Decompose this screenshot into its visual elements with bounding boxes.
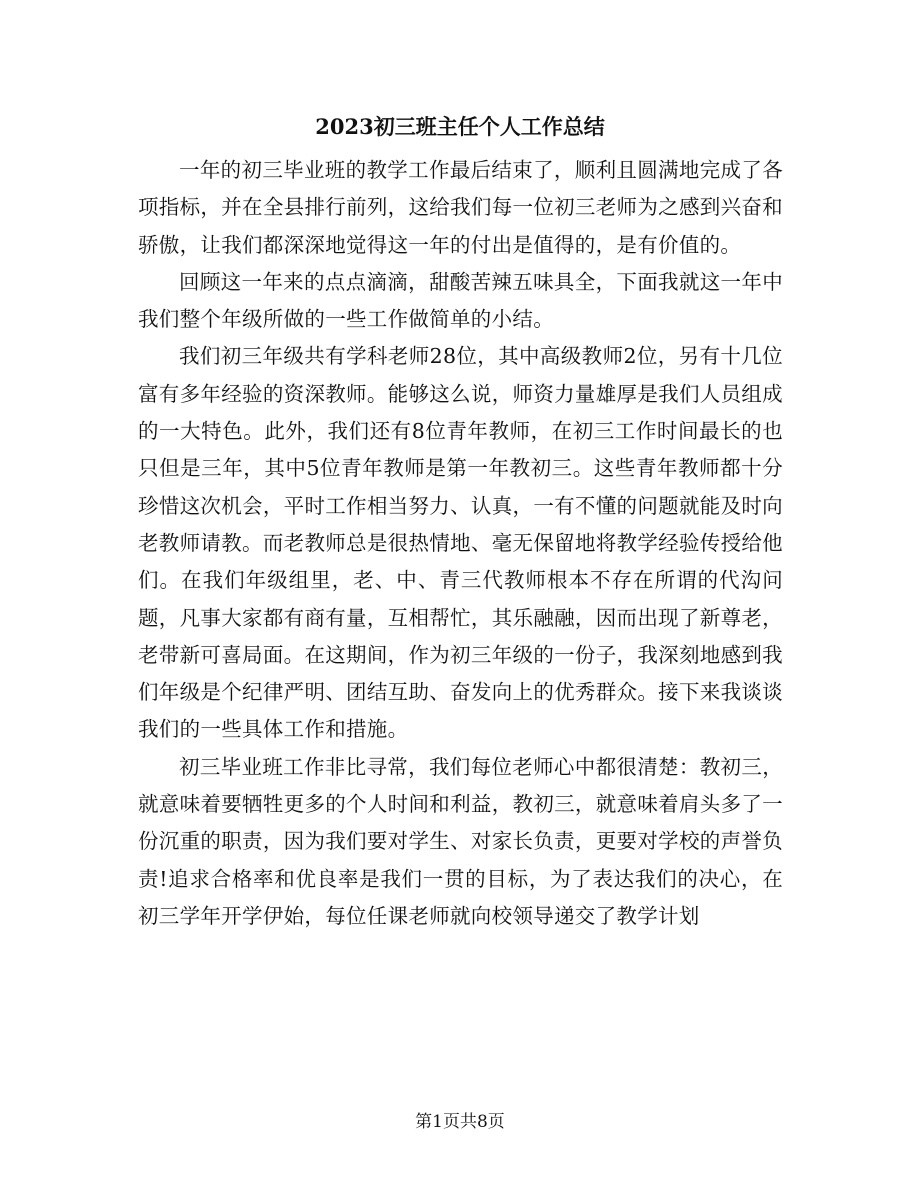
paragraph-1: 一年的初三毕业班的教学工作最后结束了，顺利且圆满地完成了各项指标，并在全县排行前列，这给我们每一位初三老师为之感到兴奋和骄傲，让我们都深深地觉得这一年的付出是值得的，是有价值的。 [138, 158, 783, 257]
document-title: 2023初三班主任个人工作总结 [315, 114, 605, 139]
page-number-footer: 第1页共8页 [415, 1112, 505, 1132]
document-body [138, 152, 783, 935]
paragraph-2: 回顾这一年来的点点滴滴，甜酸苦辣五味具全，下面我就这一年中我们整个年级所做的一些工作做简单的小结。 [138, 269, 783, 332]
paragraph-3: 我们初三年级共有学科老师28位，其中高级教师2位，另有十几位富有多年经验的资深教师。能够这么说，师资力量雄厚是我们人员组成的一大特色。此外，我们还有8位青年教师，在初三工作时间最长的也只但是三年，其中5位青年教师是第一年教初三。这些青年教师都十分珍惜这次机会，平时工作相当努力、认真，一有不懂的问题就能及时向老教师请教。而老教师总是很热情地、毫无保留地将教学经验传授给他们。在我们年级组里，老、中、青三代教师根本不存在所谓的代沟问题，凡事大家都有商有量，互相帮忙，其乐融融，因而出现了新尊老，老带新可喜局面。在这期间，作为初三年级的一份子，我深刻地感到我们年级是个纪律严明、团结互助、奋发向上的优秀群众。接下来我谈谈我们的一些具体工作和措施。 [138, 344, 783, 742]
paragraph-4: 初三毕业班工作非比寻常，我们每位老师心中都很清楚：教初三，就意味着要牺牲更多的个人时间和利益，教初三，就意味着肩头多了一份沉重的职责，因为我们要对学生、对家长负责，更要对学校的声誉负责!追求合格率和优良率是我们一贯的目标，为了表达我们的决心，在初三学年开学伊始，每位任课老师就向校领导递交了教学计划 [138, 754, 783, 928]
